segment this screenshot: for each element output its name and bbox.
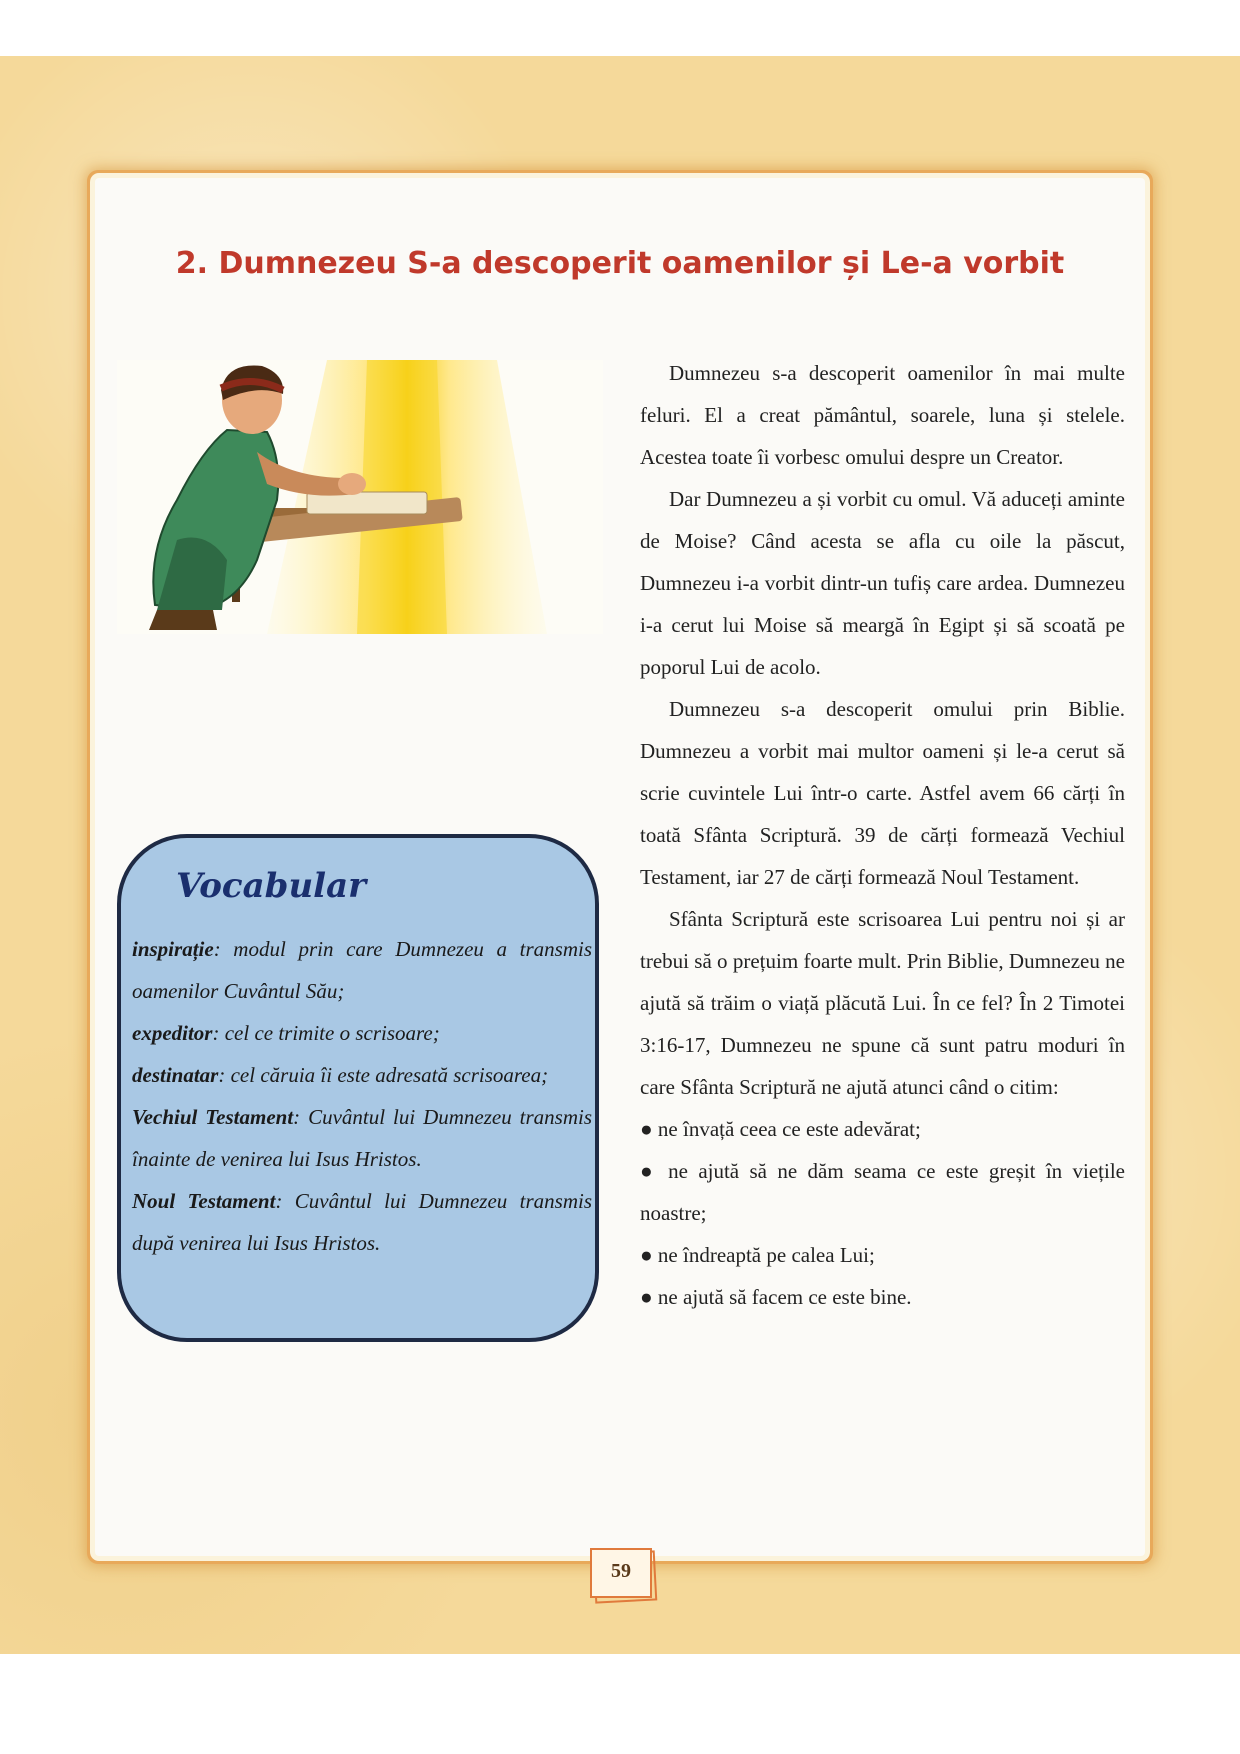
vocabulary-entry: [132, 1012, 592, 1054]
page-number: 59: [611, 1560, 631, 1582]
paragraph: Dar Dumnezeu a și vorbit cu omul. Vă aduceți aminte de Moise? Când acesta se afla cu oile la păscut, Dumnezeu i-a vorbit dintr-un tufiș care ardea. Dumnezeu i-a cerut lui Moise să meargă în Egipt și să scoată pe poporul Lui de acolo.: [640, 487, 1125, 679]
bullet-item: ● ne ajută să ne dăm seama ce este greșit în viețile noastre;: [640, 1159, 1125, 1225]
vocabulary-definition: : modul prin care Dumnezeu a transmis oamenilor Cuvântul Său;: [132, 937, 592, 1003]
vocabulary-term: Vechiul Testament: [132, 1105, 294, 1129]
paragraph: Dumnezeu s-a descoperit omului prin Biblie. Dumnezeu a vorbit mai multor oameni și le-a cerut să scrie cuvintele Lui într-o carte. Astfel avem 66 cărți în toată Sfânta Scriptură. 39 de cărți formează Vechiul Testament, iar 27 de cărți formează Noul Testament.: [640, 697, 1125, 889]
paragraph: Sfânta Scriptură este scrisoarea Lui pentru noi și ar trebui să o prețuim foarte mult. Prin Biblie, Dumnezeu ne ajută să trăim o viață plăcută Lui. În ce fel? În 2 Timotei 3:16-17, Dumnezeu ne spune că sunt patru moduri în care Sfânta Scriptură ne ajută atunci când o citim:: [640, 907, 1125, 1099]
vocabulary-definition: : Cuvântul lui Dumnezeu transmis după venirea lui Isus Hristos.: [132, 1189, 593, 1255]
vocabulary-definition: : Cuvântul lui Dumnezeu transmis înainte de venirea lui Isus Hristos.: [132, 1105, 593, 1171]
bullet-item: ● ne învață ceea ce este adevărat;: [640, 1117, 921, 1141]
bullet-item: ● ne ajută să facem ce este bine.: [640, 1285, 912, 1309]
bullet-item: ● ne îndreaptă pe calea Lui;: [640, 1243, 875, 1267]
praying-man-illustration: [117, 360, 603, 634]
vocabulary-definition: : cel ce trimite o scrisoare;: [212, 1021, 440, 1045]
vocabulary-entry: [132, 1096, 592, 1180]
vocabulary-entry: [132, 1054, 592, 1096]
vocabulary-term: destinatar: [132, 1063, 219, 1087]
vocabulary-term: expeditor: [132, 1021, 213, 1045]
vocabulary-term: inspirație: [132, 937, 214, 961]
vocabulary-entry: [132, 928, 592, 1012]
vocabulary-title: Vocabular: [176, 866, 367, 906]
page-number-badge: [590, 1548, 652, 1598]
vocabulary-list: [132, 928, 592, 1264]
vocabulary-term: Noul Testament: [132, 1189, 276, 1213]
vocabulary-entry: [132, 1180, 592, 1264]
vocabulary-box: [117, 834, 599, 1342]
main-text: [640, 352, 1125, 1318]
paragraph: Dumnezeu s-a descoperit oamenilor în mai multe feluri. El a creat pământul, soarele, luna și stelele. Acestea toate îi vorbesc omului despre un Creator.: [640, 361, 1125, 469]
page-title: 2. Dumnezeu S-a descoperit oamenilor și Le-a vorbit: [175, 246, 1065, 281]
vocabulary-definition: : cel căruia îi este adresată scrisoarea;: [218, 1063, 549, 1087]
